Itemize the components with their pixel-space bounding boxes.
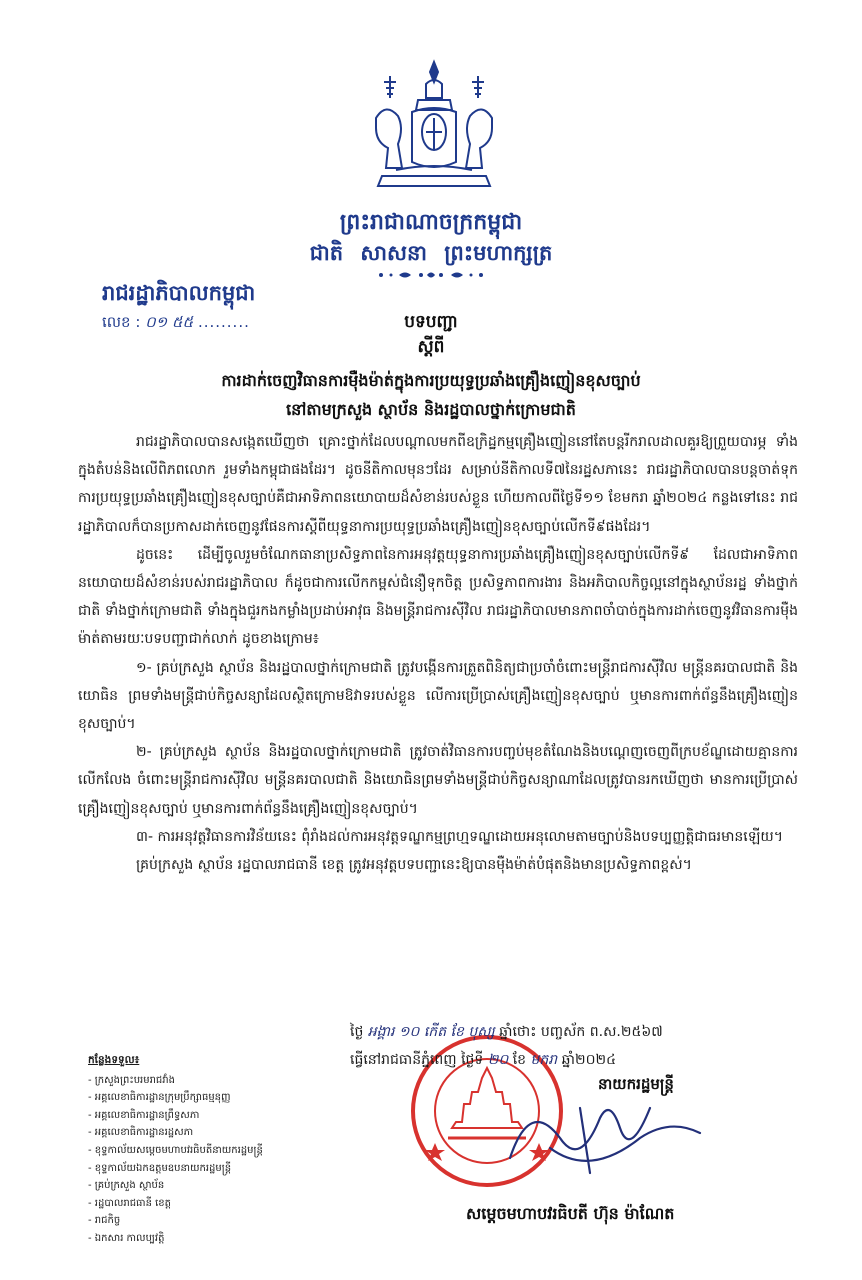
recipient-item: - អគ្គលេខាធិការដ្ឋានរដ្ឋសភា [88, 1124, 263, 1142]
date-block [350, 1018, 663, 1074]
handwritten-signature [490, 1078, 730, 1188]
place-date-prefix: ធ្វើនៅរាជធានីភ្នំពេញ ថ្ងៃទី [350, 1052, 484, 1068]
directive-item-1: ១- គ្រប់ក្រសួង ស្ថាប័ន និងរដ្ឋបាលថ្នាក់ក្រោមជាតិ ត្រូវបង្កើនការត្រួតពិនិត្យជាប្រចាំចំពោះមន្ត្រីរាជការស៊ីវិល មន្ត្រីនគរបាលជាតិ និងយោធិន ព្រមទាំងមន្ត្រីជាប់កិច្ចសន្យាដែលស្ថិតក្រោមឱវាទរបស់ខ្លួន លើការប្រើប្រាស់គ្រឿងញៀនខុសច្បាប់ ឬមានការពាក់ព័ន្ធនឹងគ្រឿងញៀនខុសច្បាប់។ [78, 659, 798, 733]
subject-line-2: នៅតាមក្រសួង ស្ថាប័ន និងរដ្ឋបាលថ្នាក់ក្រោមជាតិ [286, 400, 576, 419]
reference-value: ០១ ៥៥ [145, 313, 194, 331]
royal-coat-of-arms-emblem [368, 58, 500, 194]
place-date-line [350, 1046, 663, 1074]
recipients-list [88, 1052, 263, 1248]
paragraph-intro: រាជរដ្ឋាភិបាលបានសង្កេតឃើញថា គ្រោះថ្នាក់ដែលបណ្តាលមកពីឧក្រិដ្ឋកម្មគ្រឿងញៀននៅតែបន្តរីករាលដាលគួរឱ្យព្រួយបារម្ភ ទាំងក្នុងតំបន់និងលើពិភពលោក រួមទាំងកម្ពុជាផងដែរ។ ដូចនីតិកាលមុនៗដែរ សម្រាប់នីតិកាលទី៧នៃរដ្ឋសភានេះ រាជរដ្ឋាភិបាលបានបន្តចាត់ទុកការប្រយុទ្ធប្រឆាំងគ្រឿងញៀនខុសច្បាប់គឺជាអាទិភាពនយោបាយដ៏សំខាន់របស់ខ្លួន ហើយកាលពីថ្ងៃទី១១ ខែមករា ឆ្នាំ២០២៤ កន្លងទៅនេះ រាជរដ្ឋាភិបាលក៏បានប្រកាសដាក់ចេញនូវផែនការស្តីពីយុទ្ធនាការប្រយុទ្ធប្រឆាំងគ្រឿងញៀនខុសច្បាប់លើកទី៩ផងដែរ។ [78, 434, 798, 535]
recipient-item: - រាជកិច្ច [88, 1212, 263, 1230]
recipient-item: - គ្រប់ក្រសួង ស្ថាប័ន [88, 1177, 263, 1195]
national-motto: ជាតិ សាសនា ព្រះមហាក្សត្រ [309, 241, 553, 265]
recipient-item: - ឯកសារ កាលប្បវត្តិ [88, 1230, 263, 1248]
document-about: ស្តីពី [417, 337, 445, 357]
recipient-item: - អគ្គលេខាធិការដ្ឋានព្រឹទ្ធសភា [88, 1107, 263, 1125]
signatory-name: សម្តេចមហាបវរធិបតី ហ៊ុន ម៉ាណែត [466, 1204, 675, 1223]
government-name: រាជរដ្ឋាភិបាលកម្ពុជា [102, 281, 256, 305]
reference-label: លេខ : [102, 313, 141, 331]
recipients-heading: កន្លែងទទួល៖ [88, 1054, 140, 1066]
paragraph-closing: គ្រប់ក្រសួង ស្ថាប័ន រដ្ឋបាលរាជធានី ខេត្ត ត្រូវអនុវត្តបទបញ្ជានេះឱ្យបានម៉ឺងម៉ាត់បំផុតនិងមានប្រសិទ្ធភាពខ្ពស់។ [136, 857, 692, 874]
recipient-item: - អគ្គលេខាធិការដ្ឋានក្រុមប្រឹក្សាធម្មនុញ្ញ [88, 1089, 263, 1107]
paragraph-purpose: ដូចនេះ ដើម្បីចូលរួមចំណែកធានាប្រសិទ្ធភាពនៃការអនុវត្តយុទ្ធនាការប្រឆាំងគ្រឿងញៀនខុសច្បាប់លើកទី៩ ដែលជាអាទិភាពនយោបាយដ៏សំខាន់របស់រាជរដ្ឋាភិបាល ក៏ដូចជាការលើកកម្ពស់ជំនឿទុកចិត្ត ប្រសិទ្ធភាពការងារ និងអភិបាលកិច្ចល្អនៅក្នុងស្ថាប័នរដ្ឋ ទាំងថ្នាក់ជាតិ ទាំងថ្នាក់ក្រោមជាតិ ទាំងក្នុងជួរកងកម្លាំងប្រដាប់អាវុធ និងមន្ត្រីរាជការស៊ីវិល រាជរដ្ឋាភិបាលមានភាពចាំបាច់ក្នុងការដាក់ចេញនូវវិធានការម៉ឺងម៉ាត់តាមរយៈបទបញ្ជាជាក់លាក់ ដូចខាងក្រោម៖ [78, 546, 798, 648]
reference-number: លេខ : ០១ ៥៥ ......... [102, 313, 250, 331]
year-label: ឆ្នាំ២០២៤ [561, 1052, 617, 1068]
ornament-divider [375, 270, 487, 280]
document-type: បទបញ្ជា [404, 312, 458, 332]
lunar-date-suffix: ឆ្នាំថោះ បញ្ចស័ក ព.ស.២៥៦៧ [499, 1024, 663, 1040]
lunar-date-line [350, 1018, 663, 1046]
lunar-date-handwritten: អង្គារ ១០ កើត ខែ បុស្ស [367, 1024, 495, 1040]
kingdom-title: ព្រះរាជាណាចក្រកម្ពុជា [339, 210, 523, 235]
recipient-item: - ខុទ្ទកាល័យឯកឧត្តមឧបនាយករដ្ឋមន្ត្រី [88, 1160, 263, 1178]
directive-item-3: ៣- ការអនុវត្តវិធានការវិន័យនេះ ពុំរាំងដល់ការអនុវត្តទណ្ឌកម្មព្រហ្មទណ្ឌដោយអនុលោមតាមច្បាប់និងបទប្បញ្ញត្តិជាធរមានឡើយ។ [136, 828, 783, 845]
day-handwritten: ២០ [487, 1052, 509, 1068]
subject-line-1: ការដាក់ចេញវិធានការម៉ឺងម៉ាត់ក្នុងការប្រយុទ្ធប្រឆាំងគ្រឿងញៀនខុសច្បាប់ [221, 371, 641, 390]
month-label: ខែ [512, 1052, 527, 1068]
recipient-item: - ខុទ្ទកាល័យសម្តេចមហាបវរធិបតីនាយករដ្ឋមន្ត្រី [88, 1142, 263, 1160]
signatory-title: នាយករដ្ឋមន្ត្រី [598, 1075, 674, 1093]
recipient-item: - រដ្ឋបាលរាជធានី ខេត្ត [88, 1195, 263, 1213]
directive-item-2: ២- គ្រប់ក្រសួង ស្ថាប័ន និងរដ្ឋបាលថ្នាក់ក្រោមជាតិ ត្រូវចាត់វិធានការបញ្ចប់មុខតំណែងនិងបណ្តេញចេញពីក្របខ័ណ្ឌដោយគ្មានការលើកលែង ចំពោះមន្ត្រីរាជការស៊ីវិល មន្ត្រីនគរបាលជាតិ និងយោធិនព្រមទាំងមន្ត្រីជាប់កិច្ចសន្យាណាដែលត្រូវបានរកឃើញថា មានការប្រើប្រាស់គ្រឿងញៀនខុសច្បាប់ ឬមានការពាក់ព័ន្ធនឹងគ្រឿងញៀនខុសច្បាប់។ [78, 744, 798, 817]
document-subject [60, 366, 802, 424]
document-body [78, 428, 798, 879]
lunar-date-prefix: ថ្ងៃ [350, 1024, 364, 1040]
month-handwritten: មករា [530, 1052, 558, 1068]
recipient-item: - ក្រសួងព្រះបរមរាជវាំង [88, 1072, 263, 1090]
